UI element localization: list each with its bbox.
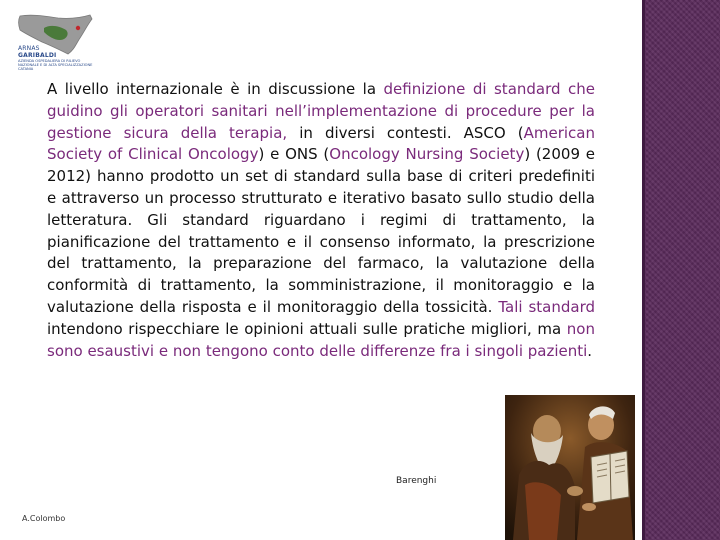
logo-line4: NAZIONALE E DI ALTA SPECIALIZZAZIONE bbox=[18, 63, 93, 67]
body-paragraph bbox=[47, 79, 595, 362]
logo-line3: AZIENDA OSPEDALIERA DI RILIEVO bbox=[18, 59, 81, 63]
body-text-2: in diversi contesti. ASCO ( bbox=[287, 123, 524, 142]
highlight-asco: American Society of Clinical Oncology bbox=[47, 123, 596, 164]
caption-barenghi: Barenghi bbox=[396, 476, 437, 486]
logo-line5: CATANIA bbox=[18, 67, 34, 71]
logo-line1: ARNAS bbox=[18, 45, 40, 52]
sidebar-edge bbox=[642, 0, 645, 540]
body-text-1: A livello internazionale è in discussione la bbox=[47, 80, 384, 98]
footer-author: A.Colombo bbox=[22, 514, 66, 523]
body-text-6: . bbox=[587, 341, 593, 360]
highlight-tali-standard: Tali standard bbox=[498, 297, 595, 316]
body-text-3: ) e ONS ( bbox=[258, 145, 330, 164]
decorative-sidebar bbox=[642, 0, 720, 540]
highlight-ons: Oncology Nursing Society bbox=[329, 145, 525, 164]
body-text-4: ) (2009 e 2012) hanno prodotto un set di standard sulla base di criteri predefiniti e attraverso un processo strutturato e iterativo basato sullo studio della letteratura. Gli standard riguardano i regimi di trattamento, la pianificazione del trattamento e il consenso informato, la prescrizione del trattamento, la preparazione del farmaco, la valutazione della conformità di trattamento, la somministrazione, il monitoraggio e la valutazione della risposta e il monitoraggio della tossicità. bbox=[47, 145, 595, 316]
painting-two-men-with-book-icon bbox=[505, 395, 635, 540]
logo-text bbox=[18, 45, 98, 71]
body-text-5: intendono rispecchiare le opinioni attuali sulle pratiche migliori, ma bbox=[47, 319, 567, 338]
logo-line2: GARIBALDI bbox=[18, 52, 57, 59]
highlight-non-esaustivi: non sono esaustivi e non tengono conto delle differenze fra i singoli pazienti bbox=[47, 319, 595, 360]
highlight-definizione-standard: definizione di standard che guidino gli operatori sanitari nell’implementazione di procedure per la gestione sicura della terapia, bbox=[47, 80, 595, 142]
